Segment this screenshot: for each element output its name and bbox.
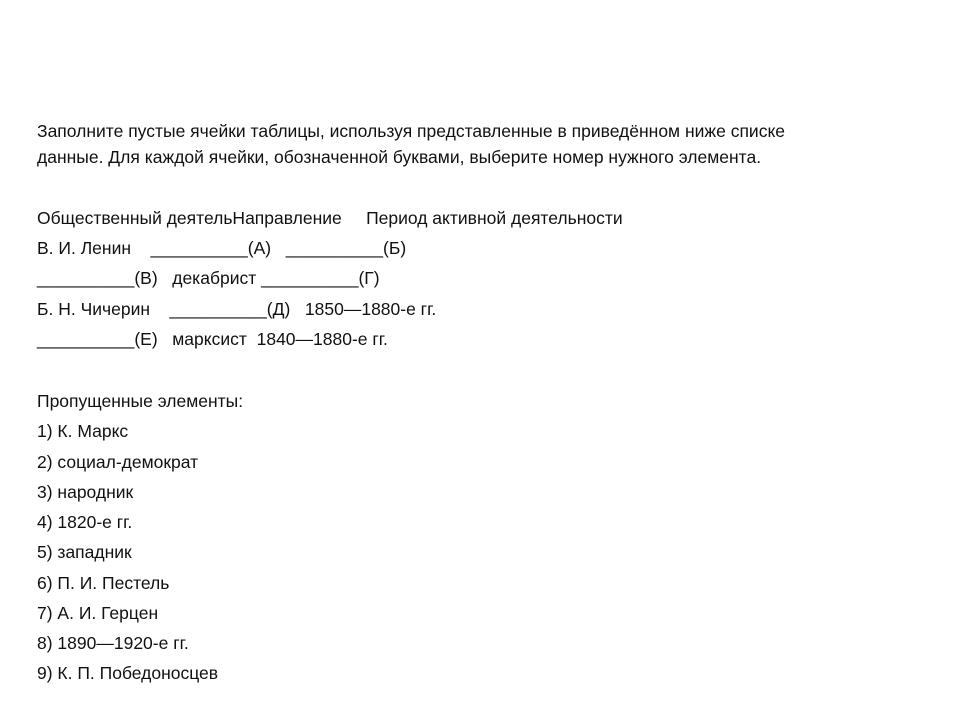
list-item: 4) 1820-е гг. [37, 512, 133, 532]
table-header: Общественный деятельНаправление Период активной деятельности [37, 208, 623, 228]
list-item: 5) западник [37, 542, 132, 562]
list-item: 2) социал-демократ [37, 452, 199, 472]
missing-elements-title: Пропущенные элементы: [37, 391, 244, 411]
instruction-line-2: данные. Для каждой ячейки, обозначенной буквами, выберите номер нужного элемента. [37, 147, 762, 167]
list-item: 1) К. Маркс [37, 421, 129, 441]
list-item: 8) 1890—1920-е гг. [37, 633, 189, 653]
table-row: В. И. Ленин __________(А) __________(Б) [37, 238, 407, 258]
list-item: 7) А. И. Герцен [37, 603, 159, 623]
list-item: 6) П. И. Пестель [37, 573, 170, 593]
table-row: __________(Е) марксист 1840—1880-е гг. [37, 329, 388, 349]
instruction-line-1: Заполните пустые ячейки таблицы, используя представленные в приведённом ниже списке [37, 121, 786, 141]
table-row: Б. Н. Чичерин __________(Д) 1850—1880-е гг. [37, 299, 437, 319]
list-item: 3) народник [37, 482, 134, 502]
list-item: 9) К. П. Победоносцев [37, 663, 219, 683]
table-row: __________(В) декабрист __________(Г) [37, 268, 380, 288]
